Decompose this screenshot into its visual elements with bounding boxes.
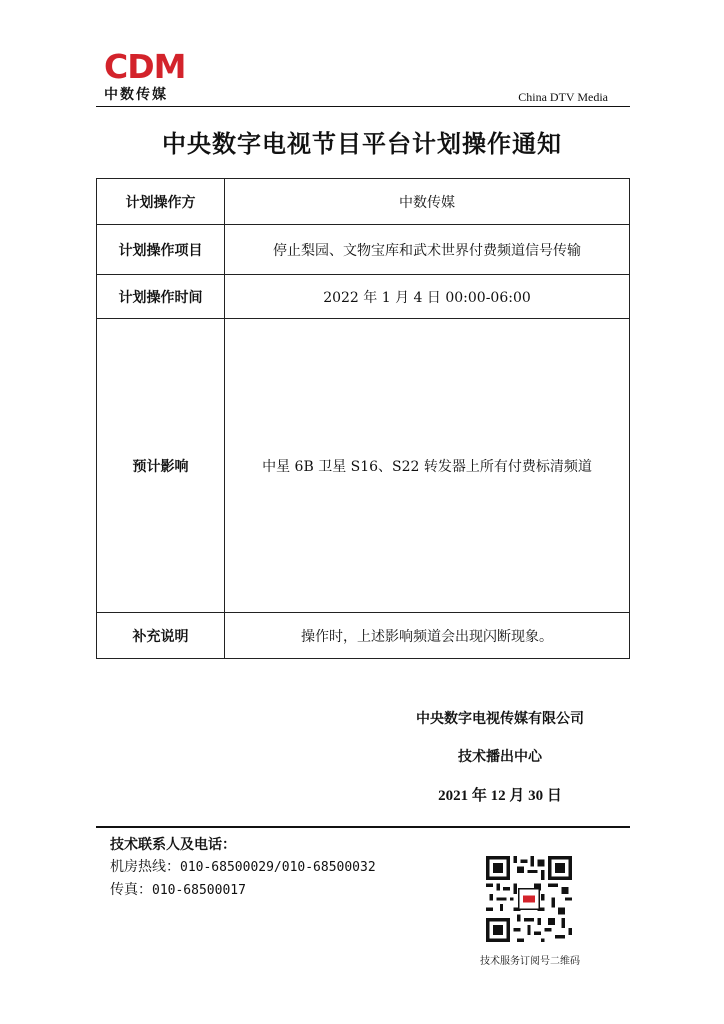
- hotline-value: 010-68500029/010-68500032: [180, 860, 376, 875]
- signature-date: 2021 年 12 月 30 日: [438, 788, 562, 804]
- row-label: 补充说明: [97, 613, 225, 659]
- row-label: 计划操作时间: [97, 275, 225, 319]
- signature-company: 中央数字电视传媒有限公司: [416, 711, 584, 727]
- row-value: 2022 年 1 月 4 日 00:00-06:00: [225, 275, 630, 319]
- table-row: [97, 613, 630, 659]
- header-english-name: China DTV Media: [518, 90, 608, 104]
- table-row: [97, 225, 630, 275]
- footer-divider: [96, 826, 630, 828]
- row-label: 计划操作项目: [97, 225, 225, 275]
- qr-caption: 技术服务订阅号二维码: [480, 956, 580, 967]
- row-value: 操作时，上述影响频道会出现闪断现象。: [225, 613, 630, 659]
- hotline-line: [110, 856, 376, 879]
- table-row: [97, 275, 630, 319]
- logo-mark: CDM: [104, 47, 186, 86]
- page-title: 中央数字电视节目平台计划操作通知: [162, 130, 562, 158]
- row-label: 计划操作方: [97, 179, 225, 225]
- company-logo: [104, 47, 214, 104]
- logo-subtitle: 中数传媒: [104, 87, 168, 103]
- qr-code-icon: [486, 856, 572, 942]
- signature-department: 技术播出中心: [458, 749, 542, 765]
- header-divider: [96, 106, 630, 107]
- row-value: 中数传媒: [225, 179, 630, 225]
- row-value: 中星 6B 卫星 S16、S22 转发器上所有付费标清频道: [225, 319, 630, 613]
- fax-line: [110, 879, 376, 902]
- contact-heading: 技术联系人及电话：: [110, 837, 236, 853]
- contact-block: [110, 834, 376, 902]
- notice-table: [96, 178, 630, 659]
- table-row: [97, 319, 630, 613]
- row-value: 停止梨园、文物宝库和武术世界付费频道信号传输: [225, 225, 630, 275]
- hotline-label: 机房热线：: [110, 859, 180, 875]
- fax-value: 010-68500017: [152, 883, 246, 898]
- row-label: 预计影响: [97, 319, 225, 613]
- table-row: [97, 179, 630, 225]
- fax-label: 传真：: [110, 882, 152, 898]
